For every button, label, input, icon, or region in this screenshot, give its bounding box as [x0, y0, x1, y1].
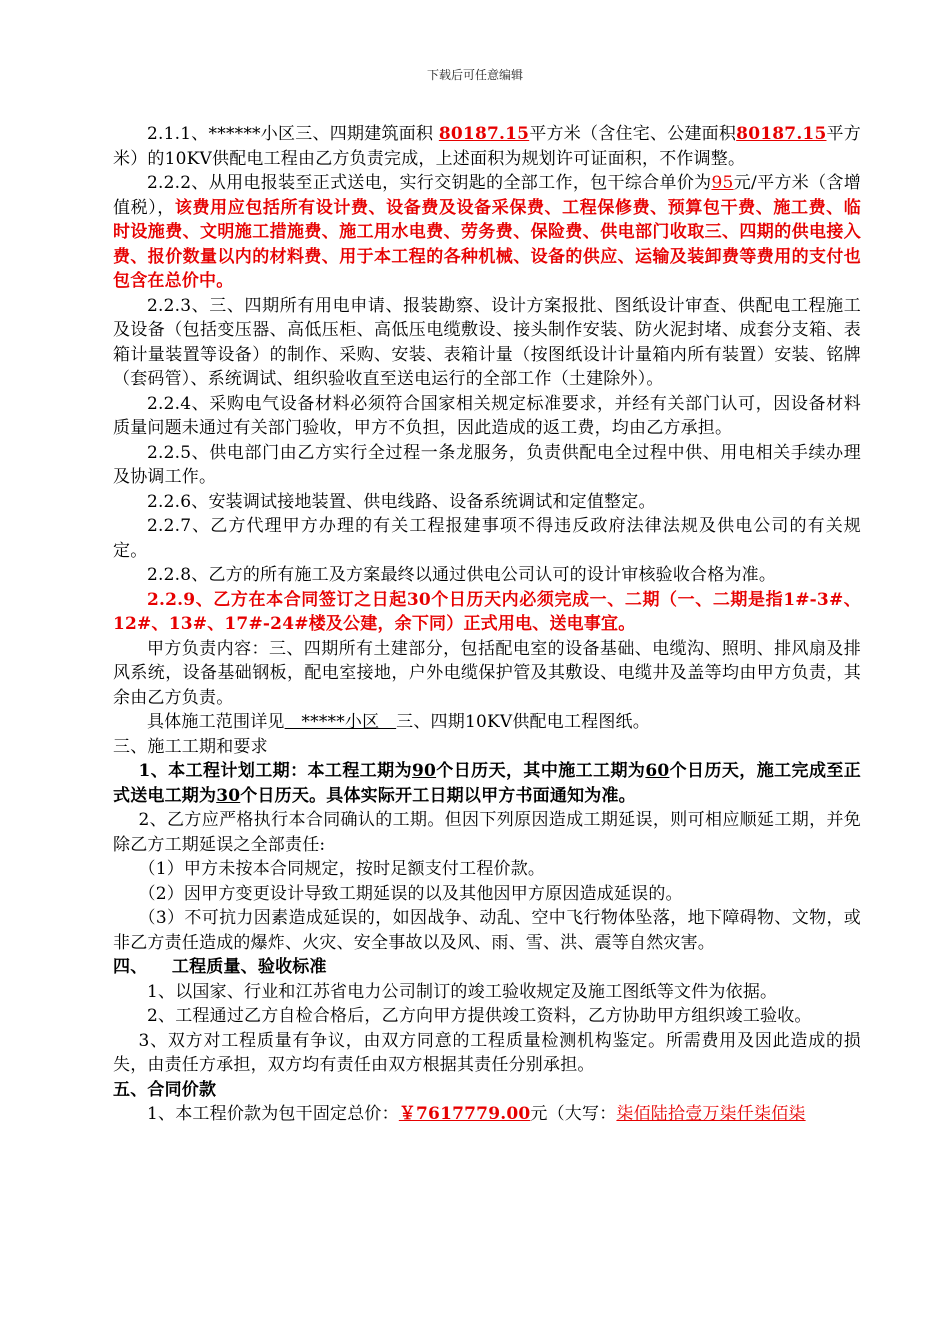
construction-scope: 具体施工范围详见 *****小区 三、四期10KV供配电工程图纸。 [147, 712, 650, 732]
project-name: *****小区 [284, 712, 397, 732]
total-duration: 90 [412, 761, 437, 781]
clause-2-1-1: 2.1.1、******小区三、四期建筑面积 80187.15平方米（含住宅、公建面积80187.15平方米）的10KV供配电工程由乙方负责完成，上述面积为规划许可证面积，不作调整。 [113, 124, 861, 169]
contract-amount: ￥7617779.00 [398, 1104, 531, 1124]
clause-3-2-3: （3）不可抗力因素造成延误的，如因战争、动乱、空中飞行物体坠落，地下障碍物、文物，或非乙方责任造成的爆炸、火灾、安全事故以及风、雨、雪、洪、震等自然灾害。 [113, 908, 861, 953]
contract-amount-words: 柒佰陆拾壹万柒仟柒佰柒 [616, 1104, 806, 1124]
clause-2-2-6: 2.2.6、安装调试接地装置、供电线路、设备系统调试和定值整定。 [147, 491, 656, 512]
construction-duration: 60 [645, 761, 670, 781]
clause-2-2-8: 2.2.8、乙方的所有施工及方案最终以通过供电公司认可的设计审核验收合格为准。 [147, 565, 777, 585]
clause-2-2-9: 2.2.9、乙方在本合同签订之日起30个日历天内必须完成一、二期（一、二期是指1#-3#、12#、13#、17#-24#楼及公建，余下同）正式用电、送电事宜。 [113, 589, 861, 634]
party-a-responsibilities: 甲方负责内容：三、四期所有土建部分，包括配电室的设备基础、电缆沟、照明、排风扇及排风系统，设备基础钢板，配电室接地，户外电缆保护管及其敷设、电缆井及盖等均由甲方负责，其余由乙方负责。 [113, 638, 861, 708]
public-area-value: 80187.15 [736, 124, 827, 144]
section-5-heading: 五、合同价款 [113, 1079, 217, 1100]
clause-3-2: 2、乙方应严格执行本合同确认的工期。但因下列原因造成工期延误，则可相应顺延工期，并免除乙方工期延误之全部责任: [113, 810, 861, 855]
clause-4-3: 3、双方对工程质量有争议，由双方同意的工程质量检测机构鉴定。所需费用及因此造成的损失，由责任方承担，双方均有责任由双方根据其责任分别承担。 [113, 1030, 861, 1075]
fee-inclusion-text: 该费用应包括所有设计费、设备费及设备采保费、工程保修费、预算包干费、施工费、临时设施费、文明施工措施费、施工用水电费、劳务费、保险费、供电部门收取三、四期的供电接入费、报价数量以内的材料费、用于本工程的各种机械、设备的供应、运输及装卸费等费用的支付也包含在总价中。 [113, 197, 861, 291]
clause-2-2-4: 2.2.4、采购电气设备材料必须符合国家相关规定标准要求，并经有关部门认可，因设备材料质量问题未通过有关部门验收，甲方不负担，因此造成的返工费，均由乙方承担。 [113, 393, 861, 438]
contract-body [113, 122, 861, 1127]
clause-2-2-5: 2.2.5、供电部门由乙方实行全过程一条龙服务，负责供配电全过程中供、用电相关手续办理及协调工作。 [113, 442, 861, 487]
clause-4-2: 2、工程通过乙方自检合格后，乙方向甲方提供竣工资料，乙方协助甲方组织竣工验收。 [147, 1006, 812, 1026]
clause-3-2-1: （1）甲方未按本合同规定，按时足额支付工程价款。 [138, 859, 546, 879]
building-area-value: 80187.15 [438, 124, 530, 144]
clause-2-2-7: 2.2.7、乙方代理甲方办理的有关工程报建事项不得违反政府法律法规及供电公司的有关规定。 [113, 516, 861, 561]
clause-2-2-2: 2.2.2、从用电报装至正式送电，实行交钥匙的全部工作，包干综合单价为95元/平方米（含增值税），该费用应包括所有设计费、设备费及设备采保费、工程保修费、预算包干费、施工费、临时设施费、文明施工措施费、施工用水电费、劳务费、保险费、供电部门收取三、四期的供电接入费、报价数量以内的材料费、用于本工程的各种机械、设备的供应、运输及装卸费等费用的支付也包含在总价中。 [113, 173, 861, 291]
section-4-heading: 四、 工程质量、验收标准 [113, 957, 327, 977]
section-3-heading: 三、施工工期和要求 [113, 736, 268, 757]
clause-2-2-3: 2.2.3、三、四期所有用电申请、报装勘察、设计方案报批、图纸设计审查、供配电工程施工及设备（包括变压器、高低压柜、高低压电缆敷设、接头制作安装、防火泥封堵、成套分支箱、表箱计量装置等设备）的制作、采购、安装、表箱计量（按图纸设计计量箱内所有装置）安装、铭牌（套码管）、系统调试、组织验收直至送电运行的全部工作（土建除外）。 [113, 295, 861, 389]
power-on-duration: 30 [216, 785, 241, 806]
clause-5-1: 1、本工程价款为包干固定总价：￥7617779.00元（大写：柒佰陆拾壹万柒仟柒佰柒 [147, 1104, 806, 1124]
page-header: 下载后可任意编辑 [426, 68, 523, 82]
clause-4-1: 1、以国家、行业和江苏省电力公司制订的竣工验收规定及施工图纸等文件为依据。 [147, 981, 778, 1002]
unit-price-value: 95 [711, 173, 734, 193]
clause-3-2-2: （2）因甲方变更设计导致工期延误的以及其他因甲方原因造成延误的。 [138, 883, 683, 904]
clause-3-1: 1、本工程计划工期：本工程工期为90个日历天，其中施工工期为60个日历天，施工完成至正式送电工期为30个日历天。具体实际开工日期以甲方书面通知为准。 [113, 761, 862, 806]
